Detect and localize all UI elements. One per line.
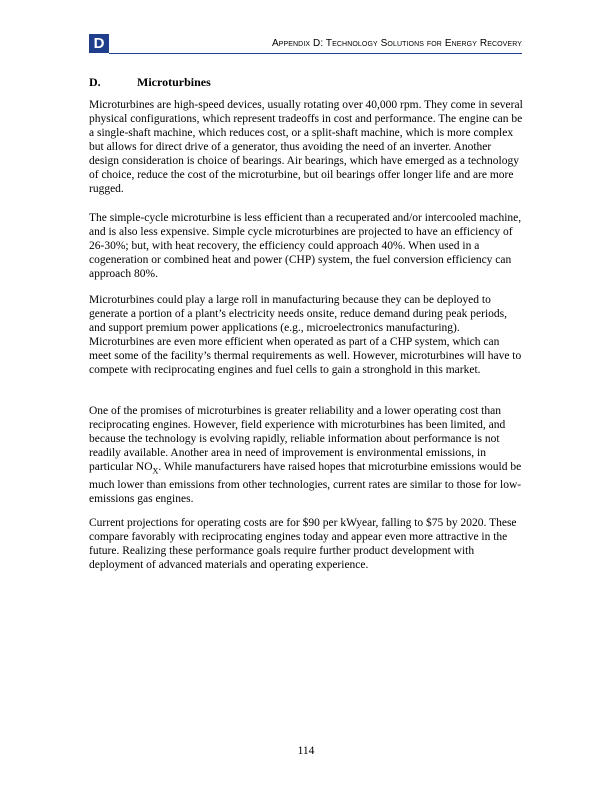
- paragraph-3: Microturbines could play a large roll in manufacturing because they can be deployed to generate a portion of a plant’s electricity needs onsite, reduce demand during peak periods, and support premium power applications (e.g., microelectronics manufacturing). Microturbines are even more efficient when operated as part of a CHP system, which can meet some of the facility’s thermal requirements as well. However, microturbines will have to compete with reciprocating engines and fuel cells to gain a stronghold in this market.: [89, 294, 522, 376]
- paragraph-1: Microturbines are high-speed devices, usually rotating over 40,000 rpm. They come in several physical configurations, which represent tradeoffs in cost and performance. The engine can be a single-shaft machine, which reduces cost, or a split-shaft machine, which is more complex but allows for direct drive of a generator, thus avoiding the need of an inverter. Another design consideration is choice of bearings. Air bearings, which have emerged as a technology of choice, reduce the cost of the microturbine, but oil bearings offer longer life and are more rugged.: [89, 99, 523, 195]
- header-title: Appendix D: Technology Solutions for Energy Recovery: [271, 38, 522, 49]
- page-header: [89, 34, 522, 55]
- paragraph-5: Current projections for operating costs are for $90 per kWyear, falling to $75 by 2020. These compare favorably with reciprocating engines today and appear even more attractive in the future. Realizing these performance goals require further product development with deployment of advanced materials and operating experience.: [89, 517, 517, 571]
- paragraph-4-text-a: One of the promises of microturbines is greater reliability and a lower operating cost than reciprocating engines. However, field experience with microturbines has been limited, and because the technology is evolving rapidly, reliable information about performance is not readily available. Another area in need of improvement is environmental emissions, in particular NO: [89, 405, 506, 473]
- nox-subscript: X: [152, 466, 159, 476]
- page-number: 114: [297, 745, 315, 757]
- section-number: D.: [89, 75, 101, 89]
- header-divider: [109, 53, 522, 54]
- section-heading: [89, 75, 211, 90]
- section-title: Microturbines: [137, 75, 211, 89]
- paragraph-2: The simple-cycle microturbine is less efficient than a recuperated and/or intercooled machine, and is also less expensive. Simple cycle microturbines are projected to have an efficiency of 26-30%; but, with heat recovery, the efficiency could approach 40%. When used in a cogeneration or combined heat and power (CHP) system, the fuel conversion efficiency can approach 80%.: [89, 212, 522, 280]
- appendix-badge: D: [89, 34, 109, 53]
- paragraph-4-text-b: . While manufacturers have raised hopes that microturbine emissions would be much lower than emissions from other technologies, current rates are similar to those for low-emissions gas engines.: [89, 461, 522, 506]
- paragraph-4: [89, 404, 523, 506]
